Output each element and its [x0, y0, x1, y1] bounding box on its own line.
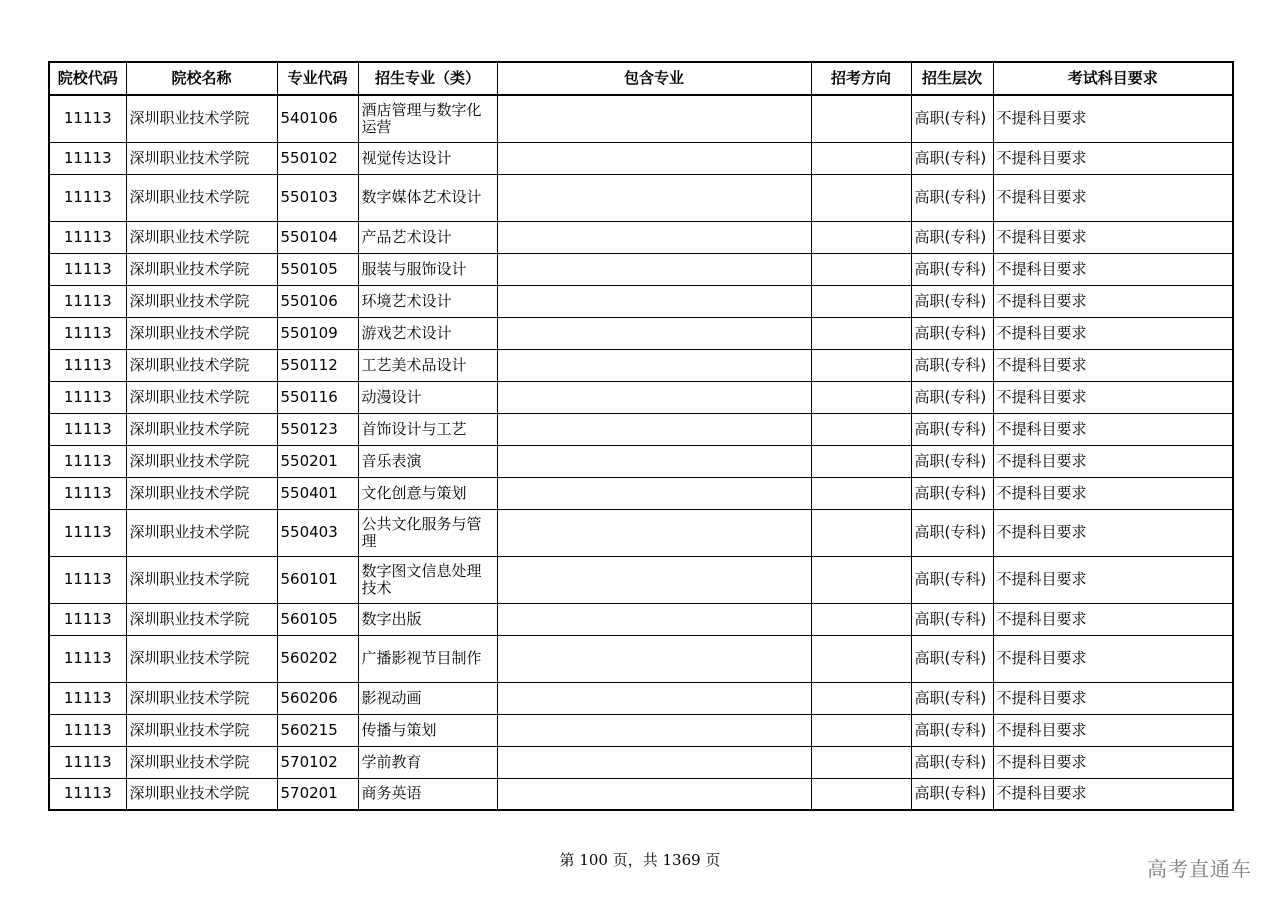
cell-school-name: 深圳职业技术学院	[126, 509, 277, 556]
cell-major-code: 550103	[277, 174, 358, 221]
cell-school-code: 11113	[49, 746, 126, 778]
cell-enroll-major: 广播影视节目制作	[358, 635, 497, 682]
cell-direction	[811, 445, 911, 477]
cell-level: 高职(专科)	[911, 381, 993, 413]
cell-major-code: 570201	[277, 778, 358, 810]
cell-included-majors	[497, 509, 811, 556]
cell-major-code: 560215	[277, 714, 358, 746]
cell-school-code: 11113	[49, 778, 126, 810]
cell-school-code: 11113	[49, 445, 126, 477]
cell-included-majors	[497, 556, 811, 603]
cell-enroll-major: 商务英语	[358, 778, 497, 810]
cell-major-code: 570102	[277, 746, 358, 778]
cell-direction	[811, 714, 911, 746]
cell-included-majors	[497, 603, 811, 635]
cell-level: 高职(专科)	[911, 477, 993, 509]
cell-enroll-major: 传播与策划	[358, 714, 497, 746]
cell-level: 高职(专科)	[911, 95, 993, 142]
cell-school-name: 深圳职业技术学院	[126, 778, 277, 810]
cell-included-majors	[497, 95, 811, 142]
table-row	[49, 509, 1233, 556]
cell-subject-req: 不提科目要求	[993, 635, 1233, 682]
cell-direction	[811, 221, 911, 253]
cell-direction	[811, 174, 911, 221]
cell-major-code: 550401	[277, 477, 358, 509]
enrollment-table	[48, 61, 1234, 811]
table-row	[49, 221, 1233, 253]
table-row	[49, 174, 1233, 221]
header-level: 招生层次	[911, 62, 993, 95]
cell-school-code: 11113	[49, 509, 126, 556]
cell-school-code: 11113	[49, 714, 126, 746]
cell-direction	[811, 317, 911, 349]
cell-subject-req: 不提科目要求	[993, 349, 1233, 381]
table-row	[49, 413, 1233, 445]
cell-included-majors	[497, 778, 811, 810]
cell-subject-req: 不提科目要求	[993, 95, 1233, 142]
cell-school-name: 深圳职业技术学院	[126, 285, 277, 317]
cell-school-code: 11113	[49, 95, 126, 142]
header-subject-req: 考试科目要求	[993, 62, 1233, 95]
cell-subject-req: 不提科目要求	[993, 556, 1233, 603]
cell-enroll-major: 环境艺术设计	[358, 285, 497, 317]
cell-included-majors	[497, 221, 811, 253]
cell-direction	[811, 635, 911, 682]
cell-included-majors	[497, 285, 811, 317]
page-footer: 第 100 页，共 1369 页	[559, 851, 721, 869]
cell-major-code: 550109	[277, 317, 358, 349]
cell-level: 高职(专科)	[911, 349, 993, 381]
cell-direction	[811, 349, 911, 381]
cell-enroll-major: 数字媒体艺术设计	[358, 174, 497, 221]
cell-direction	[811, 477, 911, 509]
cell-enroll-major: 服装与服饰设计	[358, 253, 497, 285]
table-row	[49, 381, 1233, 413]
cell-included-majors	[497, 413, 811, 445]
cell-school-name: 深圳职业技术学院	[126, 682, 277, 714]
cell-enroll-major: 视觉传达设计	[358, 142, 497, 174]
cell-included-majors	[497, 174, 811, 221]
table-row	[49, 142, 1233, 174]
cell-major-code: 550123	[277, 413, 358, 445]
table-row	[49, 349, 1233, 381]
cell-level: 高职(专科)	[911, 746, 993, 778]
cell-enroll-major: 学前教育	[358, 746, 497, 778]
cell-school-name: 深圳职业技术学院	[126, 142, 277, 174]
cell-enroll-major: 音乐表演	[358, 445, 497, 477]
cell-level: 高职(专科)	[911, 603, 993, 635]
cell-level: 高职(专科)	[911, 682, 993, 714]
cell-major-code: 560206	[277, 682, 358, 714]
cell-school-code: 11113	[49, 556, 126, 603]
cell-direction	[811, 509, 911, 556]
cell-major-code: 550116	[277, 381, 358, 413]
cell-major-code: 550102	[277, 142, 358, 174]
cell-subject-req: 不提科目要求	[993, 603, 1233, 635]
cell-school-name: 深圳职业技术学院	[126, 556, 277, 603]
cell-subject-req: 不提科目要求	[993, 413, 1233, 445]
table-row	[49, 445, 1233, 477]
cell-level: 高职(专科)	[911, 509, 993, 556]
cell-major-code: 550201	[277, 445, 358, 477]
cell-subject-req: 不提科目要求	[993, 221, 1233, 253]
cell-school-name: 深圳职业技术学院	[126, 477, 277, 509]
cell-direction	[811, 381, 911, 413]
cell-subject-req: 不提科目要求	[993, 174, 1233, 221]
cell-subject-req: 不提科目要求	[993, 477, 1233, 509]
cell-direction	[811, 95, 911, 142]
cell-included-majors	[497, 142, 811, 174]
cell-major-code: 550104	[277, 221, 358, 253]
cell-major-code: 550105	[277, 253, 358, 285]
cell-included-majors	[497, 714, 811, 746]
cell-major-code: 560105	[277, 603, 358, 635]
cell-direction	[811, 556, 911, 603]
cell-included-majors	[497, 317, 811, 349]
table-row	[49, 778, 1233, 810]
cell-enroll-major: 影视动画	[358, 682, 497, 714]
cell-school-name: 深圳职业技术学院	[126, 746, 277, 778]
cell-level: 高职(专科)	[911, 714, 993, 746]
cell-school-code: 11113	[49, 349, 126, 381]
cell-included-majors	[497, 349, 811, 381]
cell-level: 高职(专科)	[911, 221, 993, 253]
cell-school-code: 11113	[49, 221, 126, 253]
cell-included-majors	[497, 682, 811, 714]
table-row	[49, 682, 1233, 714]
cell-school-name: 深圳职业技术学院	[126, 413, 277, 445]
table-row	[49, 635, 1233, 682]
cell-subject-req: 不提科目要求	[993, 778, 1233, 810]
cell-direction	[811, 413, 911, 445]
cell-major-code: 550403	[277, 509, 358, 556]
cell-school-name: 深圳职业技术学院	[126, 253, 277, 285]
table-row	[49, 253, 1233, 285]
cell-subject-req: 不提科目要求	[993, 285, 1233, 317]
cell-school-code: 11113	[49, 477, 126, 509]
cell-level: 高职(专科)	[911, 142, 993, 174]
cell-enroll-major: 公共文化服务与管理	[358, 509, 497, 556]
cell-subject-req: 不提科目要求	[993, 746, 1233, 778]
cell-direction	[811, 142, 911, 174]
header-major-code: 专业代码	[277, 62, 358, 95]
cell-direction	[811, 778, 911, 810]
cell-level: 高职(专科)	[911, 285, 993, 317]
cell-enroll-major: 动漫设计	[358, 381, 497, 413]
table-body	[49, 95, 1233, 810]
cell-subject-req: 不提科目要求	[993, 714, 1233, 746]
watermark-text: 高考直通车	[1147, 857, 1252, 881]
header-direction: 招考方向	[811, 62, 911, 95]
table-row	[49, 285, 1233, 317]
cell-direction	[811, 603, 911, 635]
cell-subject-req: 不提科目要求	[993, 253, 1233, 285]
cell-enroll-major: 游戏艺术设计	[358, 317, 497, 349]
cell-direction	[811, 746, 911, 778]
table-row	[49, 477, 1233, 509]
cell-subject-req: 不提科目要求	[993, 509, 1233, 556]
cell-school-code: 11113	[49, 635, 126, 682]
cell-enroll-major: 工艺美术品设计	[358, 349, 497, 381]
cell-enroll-major: 数字图文信息处理技术	[358, 556, 497, 603]
cell-school-name: 深圳职业技术学院	[126, 317, 277, 349]
cell-direction	[811, 253, 911, 285]
cell-school-name: 深圳职业技术学院	[126, 445, 277, 477]
cell-school-code: 11113	[49, 285, 126, 317]
cell-major-code: 540106	[277, 95, 358, 142]
table-row	[49, 603, 1233, 635]
cell-school-name: 深圳职业技术学院	[126, 381, 277, 413]
cell-subject-req: 不提科目要求	[993, 381, 1233, 413]
header-school-name: 院校名称	[126, 62, 277, 95]
cell-school-code: 11113	[49, 142, 126, 174]
cell-enroll-major: 数字出版	[358, 603, 497, 635]
cell-included-majors	[497, 635, 811, 682]
cell-included-majors	[497, 253, 811, 285]
cell-direction	[811, 682, 911, 714]
header-enroll-major: 招生专业（类）	[358, 62, 497, 95]
cell-level: 高职(专科)	[911, 556, 993, 603]
cell-major-code: 550112	[277, 349, 358, 381]
cell-level: 高职(专科)	[911, 445, 993, 477]
cell-subject-req: 不提科目要求	[993, 142, 1233, 174]
cell-level: 高职(专科)	[911, 317, 993, 349]
table-row	[49, 746, 1233, 778]
cell-school-code: 11113	[49, 682, 126, 714]
cell-level: 高职(专科)	[911, 174, 993, 221]
cell-included-majors	[497, 746, 811, 778]
cell-school-code: 11113	[49, 413, 126, 445]
cell-school-name: 深圳职业技术学院	[126, 603, 277, 635]
cell-major-code: 550106	[277, 285, 358, 317]
cell-school-code: 11113	[49, 317, 126, 349]
cell-direction	[811, 285, 911, 317]
cell-school-code: 11113	[49, 174, 126, 221]
cell-included-majors	[497, 477, 811, 509]
table-row	[49, 317, 1233, 349]
cell-level: 高职(专科)	[911, 413, 993, 445]
cell-enroll-major: 首饰设计与工艺	[358, 413, 497, 445]
cell-school-code: 11113	[49, 381, 126, 413]
cell-major-code: 560101	[277, 556, 358, 603]
cell-subject-req: 不提科目要求	[993, 317, 1233, 349]
table-row	[49, 556, 1233, 603]
cell-included-majors	[497, 445, 811, 477]
cell-level: 高职(专科)	[911, 635, 993, 682]
table-header-row	[49, 62, 1233, 95]
cell-school-name: 深圳职业技术学院	[126, 714, 277, 746]
header-included-majors: 包含专业	[497, 62, 811, 95]
cell-level: 高职(专科)	[911, 253, 993, 285]
cell-enroll-major: 文化创意与策划	[358, 477, 497, 509]
cell-school-name: 深圳职业技术学院	[126, 221, 277, 253]
table-row	[49, 95, 1233, 142]
table-row	[49, 714, 1233, 746]
cell-school-code: 11113	[49, 603, 126, 635]
cell-school-name: 深圳职业技术学院	[126, 349, 277, 381]
cell-major-code: 560202	[277, 635, 358, 682]
cell-enroll-major: 产品艺术设计	[358, 221, 497, 253]
header-school-code: 院校代码	[49, 62, 126, 95]
cell-school-name: 深圳职业技术学院	[126, 174, 277, 221]
cell-level: 高职(专科)	[911, 778, 993, 810]
cell-school-code: 11113	[49, 253, 126, 285]
cell-subject-req: 不提科目要求	[993, 682, 1233, 714]
cell-school-name: 深圳职业技术学院	[126, 635, 277, 682]
cell-subject-req: 不提科目要求	[993, 445, 1233, 477]
cell-school-name: 深圳职业技术学院	[126, 95, 277, 142]
cell-enroll-major: 酒店管理与数字化运营	[358, 95, 497, 142]
cell-included-majors	[497, 381, 811, 413]
